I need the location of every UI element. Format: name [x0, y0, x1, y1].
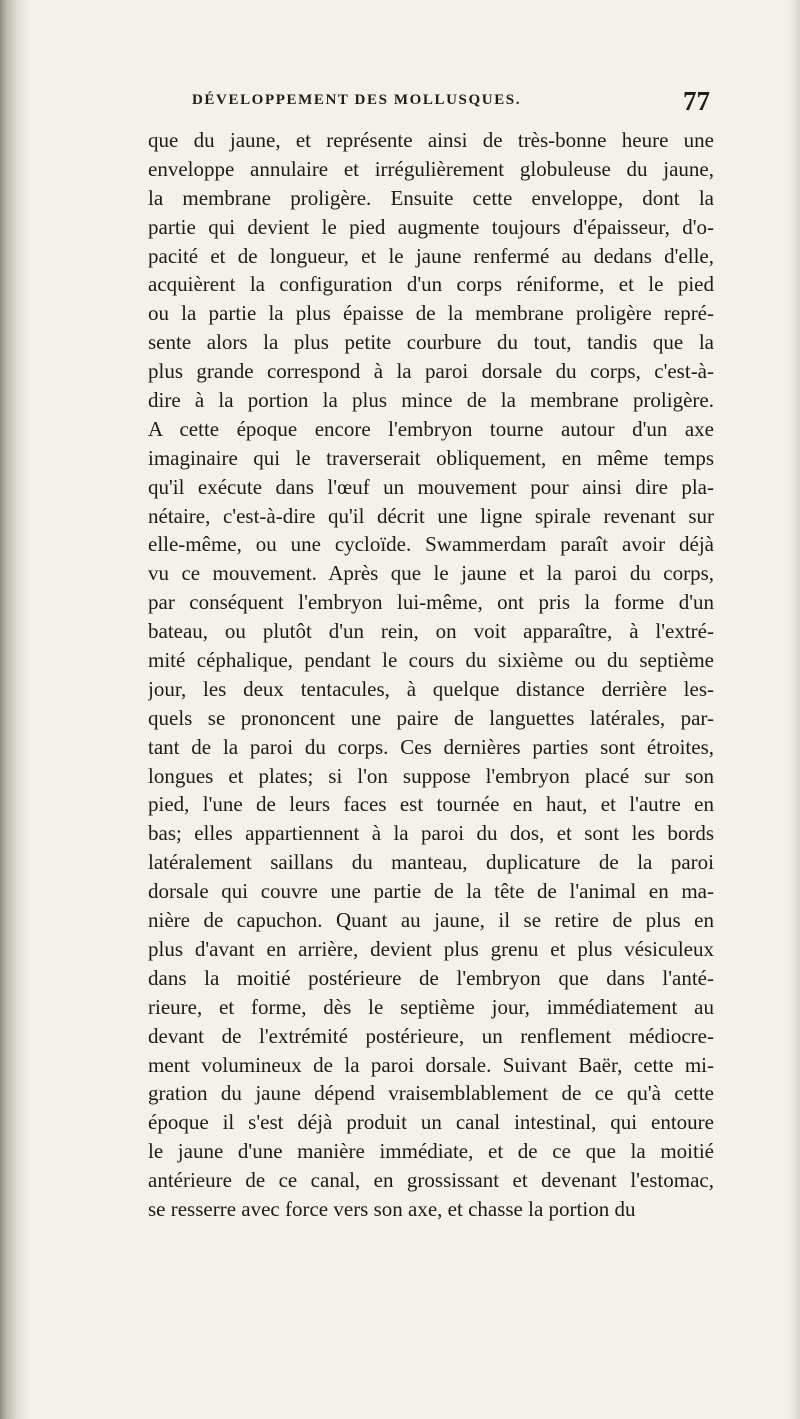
text-line: A cette époque encore l'embryon tourne autour d'un axe: [148, 416, 714, 441]
running-title: DÉVELOPPEMENT DES MOLLUSQUES.: [192, 92, 522, 108]
page-header: [150, 86, 710, 120]
text-line: longues et plates; si l'on suppose l'embryon placé sur son: [148, 763, 714, 788]
text-line: par conséquent l'embryon lui-même, ont pris la forme d'un: [148, 590, 714, 615]
text-line: latéralement saillans du manteau, duplicature de la paroi: [148, 850, 714, 875]
text-line: partie qui devient le pied augmente toujours d'épaisseur, d'o-: [148, 214, 714, 239]
text-line: dorsale qui couvre une partie de la tête de l'animal en ma-: [148, 879, 714, 904]
text-line: pacité et de longueur, et le jaune renfermé au dedans d'elle,: [148, 243, 714, 268]
text-line: dire à la portion la plus mince de la membrane proligère.: [148, 388, 714, 413]
text-line: acquièrent la configuration d'un corps réniforme, et le pied: [148, 272, 714, 297]
text-line: devant de l'extrémité postérieure, un renflement médiocre-: [148, 1023, 714, 1048]
text-line: elle-même, ou une cycloïde. Swammerdam paraît avoir déjà: [148, 532, 714, 557]
text-line: ment volumineux de la paroi dorsale. Suivant Baër, cette mi-: [148, 1052, 714, 1077]
text-line: bateau, ou plutôt d'un rein, on voit apparaître, à l'extré-: [148, 619, 714, 644]
text-line: mité céphalique, pendant le cours du sixième ou du septième: [148, 648, 714, 673]
text-line: imaginaire qui le traverserait obliquement, en même temps: [148, 445, 714, 470]
text-line: tant de la paroi du corps. Ces dernières parties sont étroites,: [148, 734, 714, 759]
text-line: vu ce mouvement. Après que le jaune et la paroi du corps,: [148, 561, 714, 586]
text-line: se resserre avec force vers son axe, et chasse la portion du: [148, 1196, 636, 1221]
text-line: bas; elles appartiennent à la paroi du dos, et sont les bords: [148, 821, 714, 846]
text-line: qu'il exécute dans l'œuf un mouvement pour ainsi dire pla-: [148, 474, 714, 499]
text-line: jour, les deux tentacules, à quelque distance derrière les-: [148, 676, 714, 701]
text-line: pied, l'une de leurs faces est tournée en haut, et l'autre en: [148, 792, 714, 817]
text-line: que du jaune, et représente ainsi de très-bonne heure une: [148, 128, 714, 152]
text-line: enveloppe annulaire et irrégulièrement globuleuse du jaune,: [148, 156, 714, 181]
page-edge: [788, 0, 800, 1419]
page-number: 77: [683, 86, 710, 116]
text-line: nière de capuchon. Quant au jaune, il se retire de plus en: [148, 908, 714, 933]
body-text: [148, 126, 714, 1224]
text-line: gration du jaune dépend vraisemblablement de ce qu'à cette: [148, 1081, 714, 1106]
binding-gutter-shadow: [0, 0, 30, 1419]
text-line: antérieure de ce canal, en grossissant et devenant l'estomac,: [148, 1168, 714, 1193]
text-line: plus grande correspond à la paroi dorsale du corps, c'est-à-: [148, 359, 714, 384]
text-line: dans la moitié postérieure de l'embryon que dans l'anté-: [148, 965, 714, 990]
text-line: ou la partie la plus épaisse de la membrane proligère repré-: [148, 301, 714, 326]
text-line: nétaire, c'est-à-dire qu'il décrit une ligne spirale revenant sur: [148, 503, 714, 528]
text-line: sente alors la plus petite courbure du tout, tandis que la: [148, 330, 714, 355]
text-line: plus d'avant en arrière, devient plus grenu et plus vésiculeux: [148, 936, 714, 961]
text-line: le jaune d'une manière immédiate, et de ce que la moitié: [148, 1139, 714, 1164]
text-line: époque il s'est déjà produit un canal intestinal, qui entoure: [148, 1110, 714, 1135]
text-line: quels se prononcent une paire de languettes latérales, par-: [148, 705, 714, 730]
text-line: rieure, et forme, dès le septième jour, immédiatement au: [148, 994, 714, 1019]
text-line: la membrane proligère. Ensuite cette enveloppe, dont la: [148, 185, 714, 210]
